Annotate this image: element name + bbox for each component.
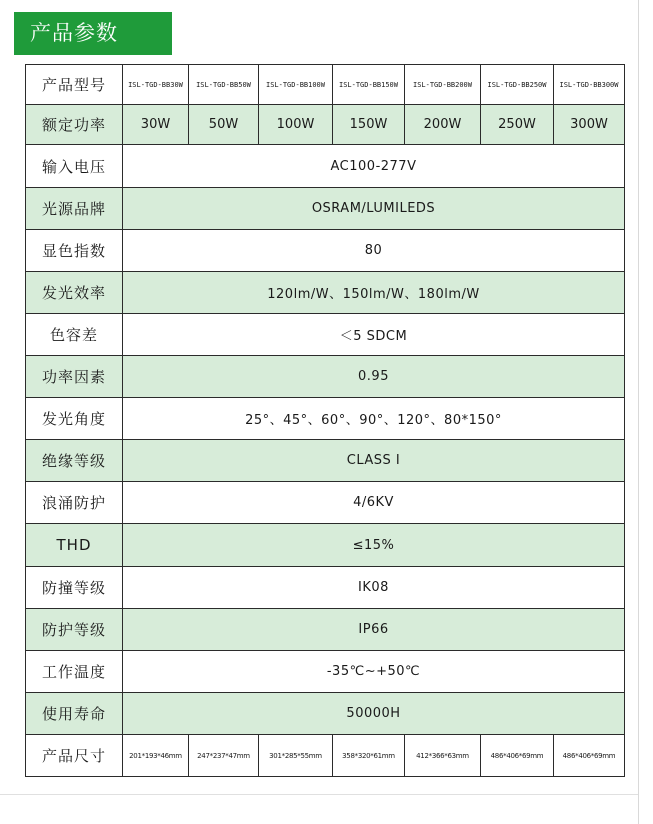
row-thd [26,524,625,567]
row-value: OSRAM/LUMILEDS [123,188,625,230]
row-dimensions [26,735,625,777]
model-cell: ISL-TGD-BB250W [481,65,554,105]
section-title: 产品参数 [14,12,172,55]
row-label: 浪涌防护 [26,482,123,524]
row-value: 0.95 [123,356,625,398]
power-cell: 300W [554,105,625,145]
row-label: 色容差 [26,314,123,356]
row-lifespan [26,693,625,735]
row-input-voltage [26,145,625,188]
row-efficacy [26,272,625,314]
dimension-cell: 358*320*61mm [333,735,405,777]
power-cell: 250W [481,105,554,145]
row-label: 发光效率 [26,272,123,314]
row-value: CLASS I [123,440,625,482]
model-cell: ISL-TGD-BB50W [189,65,259,105]
row-label: 光源品牌 [26,188,123,230]
row-label: THD [26,524,123,567]
dimension-cell: 247*237*47mm [189,735,259,777]
row-value: -35℃~+50℃ [123,651,625,693]
model-cell: ISL-TGD-BB30W [123,65,189,105]
power-cell: 200W [405,105,481,145]
row-surge [26,482,625,524]
row-label: 产品尺寸 [26,735,123,777]
row-light-source [26,188,625,230]
row-sdcm [26,314,625,356]
dimension-cell: 486*406*69mm [481,735,554,777]
row-value: IK08 [123,567,625,609]
row-model [26,65,625,105]
model-cell: ISL-TGD-BB100W [259,65,333,105]
row-label: 工作温度 [26,651,123,693]
row-ik [26,567,625,609]
row-value: 4/6KV [123,482,625,524]
row-label: 发光角度 [26,398,123,440]
row-value: ≤15% [123,524,625,567]
row-value: 50000H [123,693,625,735]
row-cri [26,230,625,272]
row-value: ＜5 SDCM [123,314,625,356]
dimension-cell: 486*406*69mm [554,735,625,777]
power-cell: 100W [259,105,333,145]
model-cell: ISL-TGD-BB300W [554,65,625,105]
power-cell: 150W [333,105,405,145]
row-label: 产品型号 [26,65,123,105]
spec-table [25,64,625,777]
page-right-rule [638,0,639,824]
row-label: 防撞等级 [26,567,123,609]
row-power-factor [26,356,625,398]
row-value: IP66 [123,609,625,651]
model-cell: ISL-TGD-BB200W [405,65,481,105]
row-label: 显色指数 [26,230,123,272]
row-insulation [26,440,625,482]
dimension-cell: 201*193*46mm [123,735,189,777]
power-cell: 50W [189,105,259,145]
row-label: 使用寿命 [26,693,123,735]
row-label: 绝缘等级 [26,440,123,482]
dimension-cell: 412*366*63mm [405,735,481,777]
row-value: 25°、45°、60°、90°、120°、80*150° [123,398,625,440]
row-label: 输入电压 [26,145,123,188]
row-beam-angle [26,398,625,440]
page-bottom-rule [0,794,638,795]
row-value: AC100-277V [123,145,625,188]
row-label: 功率因素 [26,356,123,398]
row-ip [26,609,625,651]
row-value: 80 [123,230,625,272]
power-cell: 30W [123,105,189,145]
row-value: 120lm/W、150lm/W、180lm/W [123,272,625,314]
dimension-cell: 301*285*55mm [259,735,333,777]
row-temperature [26,651,625,693]
row-label: 额定功率 [26,105,123,145]
row-power [26,105,625,145]
row-label: 防护等级 [26,609,123,651]
model-cell: ISL-TGD-BB150W [333,65,405,105]
